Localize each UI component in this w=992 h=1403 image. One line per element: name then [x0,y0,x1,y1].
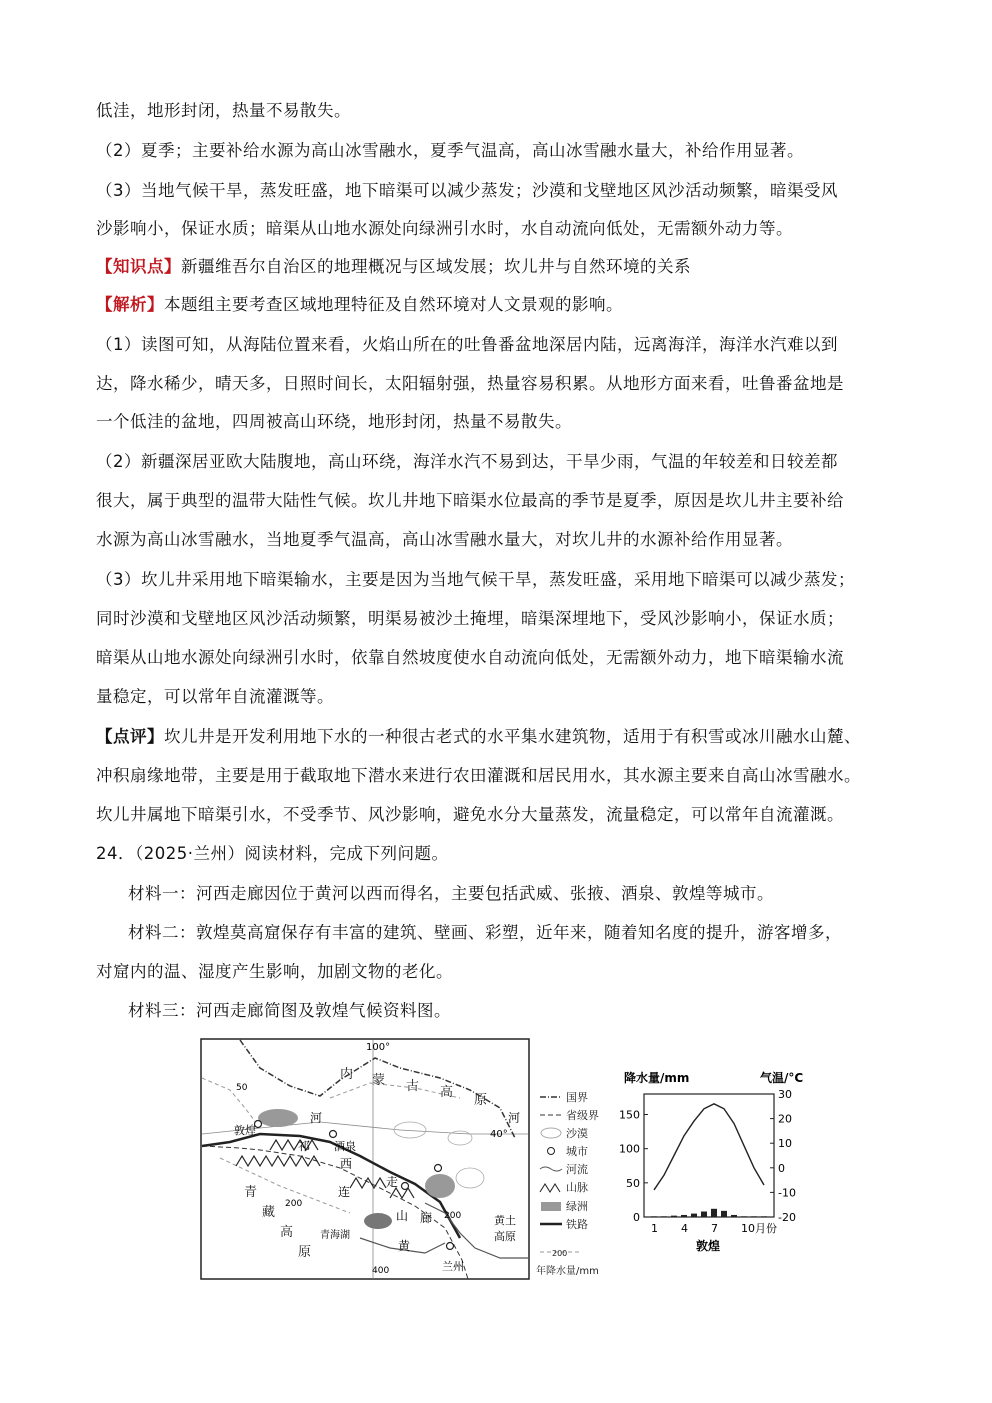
svg-text:原: 原 [474,1093,488,1108]
lanzhou-label: 兰州 [442,1260,464,1273]
x-tick-label: 1 [651,1222,658,1235]
material-2: 材料二：敦煌莫高窟保存有丰富的建筑、壁画、彩塑，近年来，随着知名度的提升，游客增多， [128,923,842,942]
material-2-cont: 对窟内的温、湿度产生影响，加剧文物的老化。 [96,962,453,981]
left-tick-label: 150 [619,1108,640,1122]
right-tick-label: 0 [778,1161,785,1175]
legend-mountain: 山脉 [566,1181,588,1194]
chart-title: 敦煌 [696,1239,721,1253]
left-tick-label: 100 [619,1142,640,1156]
left-axis-label: 降水量/mm [624,1071,690,1085]
svg-text:高: 高 [440,1085,454,1100]
text-line: 同时沙漠和戈壁地区风沙活动频繁，明渠易被沙土掩埋，暗渠深埋地下，受风沙影响小，保证水质； [96,609,844,628]
precipitation-bar [661,1216,667,1217]
precipitation-bar [681,1215,687,1217]
right-tick-label: -10 [778,1186,796,1200]
right-tick-label: 20 [778,1112,792,1126]
svg-text:藏: 藏 [262,1205,276,1220]
isohyet-200b-label: 200 [444,1211,462,1221]
legend-province-border: 省级界 [566,1109,599,1122]
text-line: 冲积扇缘地带，主要是用于截取地下潜水来进行农田灌溉和居民用水，其水源主要来自高山冰雪融水。 [96,766,861,785]
legend-isohyet-label: 年降水量/mm [536,1266,599,1277]
hexi-xi-label: 西 [340,1157,353,1171]
left-tick-label: 50 [626,1176,640,1190]
comment-tag: 【点评】 [96,727,164,746]
text-line: 坎儿井属地下暗渠引水，不受季节、风沙影响，避免水分大量蒸发，流量稳定，可以常年自流灌溉。 [96,805,844,824]
dunhuang-climate-chart [618,1064,828,1260]
precipitation-bar [731,1215,737,1217]
precipitation-bar [691,1214,697,1217]
precipitation-bar [741,1216,747,1217]
qilian-shan-label: 山 [396,1209,409,1223]
precipitation-bar [651,1216,657,1217]
map-legend [536,1091,599,1277]
svg-text:原: 原 [298,1245,312,1260]
x-tick-label: 10月份 [741,1222,777,1235]
analysis-text: 本题组主要考查区域地理特征及自然环境对人文景观的影响。 [164,295,623,314]
material-3: 材料三：河西走廊简图及敦煌气候资料图。 [128,1001,451,1020]
x-tick-label: 7 [711,1222,718,1235]
text-line: （2）夏季；主要补给水源为高山冰雪融水，夏季气温高，高山冰雪融水量大，补给作用显著。 [96,141,804,160]
left-tick-label: 0 [633,1211,640,1224]
hexi-corridor-map [200,1038,620,1282]
legend-railway: 铁路 [566,1218,588,1231]
svg-text:古: 古 [406,1079,420,1094]
plot-frame [644,1094,774,1217]
text-line: （3）当地气候干旱，蒸发旺盛，地下暗渠可以减少蒸发；沙漠和戈壁地区风沙活动频繁，暗渠受风 [96,181,838,200]
analysis-tag: 【解析】 [96,295,164,314]
text-line: 一个低洼的盆地，四周被高山环绕，地形封闭，热量不易散失。 [96,412,572,431]
text-line: （3）坎儿井采用地下暗渠输水，主要是因为当地气候干旱，蒸发旺盛，采用地下暗渠可以减少蒸发； [96,570,855,589]
text-line: 很大，属于典型的温带大陆性气候。坎儿井地下暗渠水位最高的季节是夏季，原因是坎儿井主要补给 [96,491,844,510]
isohyet-400-label: 400 [372,1266,390,1276]
legend-city: 城市 [566,1145,588,1158]
jiuquan-label: 酒泉 [334,1140,356,1153]
isohyet-200-label: 200 [285,1199,303,1209]
right-tick-label: 30 [778,1088,792,1101]
qilian-lian-label: 连 [338,1185,351,1199]
legend-desert: 沙漠 [566,1127,588,1140]
he2-label: 河 [508,1111,521,1125]
precipitation-bar [721,1211,727,1217]
legend-oasis: 绿洲 [566,1200,588,1213]
text-line: 水源为高山冰雪融水，当地夏季气温高，高山冰雪融水量大，对坎儿井的水源补给作用显著。 [96,530,793,549]
legend-national-border: 国界 [566,1091,588,1104]
svg-text:青: 青 [244,1185,258,1200]
hexi-zou-label: 走 [386,1175,399,1189]
text-line: 量稳定，可以常年自流灌溉等。 [96,687,334,706]
knowledge-tag: 【知识点】 [96,257,181,276]
comment-line [96,726,896,748]
text-line: （2）新疆深居亚欧大陆腹地，高山环绕，海洋水汽不易到达，干旱少雨，气温的年较差和日较差都 [96,452,838,471]
text-line: 达，降水稀少，晴天多，日照时间长，太阳辐射强，热量容易积累。从地形方面来看，吐鲁番盆地是 [96,374,844,393]
qinghai-lake [364,1213,392,1229]
right-tick-label: 10 [778,1137,792,1151]
loess-label-2: 高原 [494,1230,516,1243]
dunhuang-label: 敦煌 [234,1124,256,1137]
qinghai-lake-label: 青海湖 [320,1230,350,1241]
text-line: （1）读图可知，从海陆位置来看，火焰山所在的吐鲁番盆地深居内陆，远离海洋，海洋水汽难以到 [96,335,838,354]
knowledge-point-line [96,256,896,278]
material-1: 材料一：河西走廊因位于黄河以西而得名，主要包括武威、张掖、酒泉、敦煌等城市。 [128,884,774,903]
text-line: 低洼，地形封闭，热量不易散失。 [96,101,351,120]
analysis-line [96,294,896,316]
svg-text:蒙: 蒙 [372,1073,386,1088]
legend-river: 河流 [566,1163,588,1176]
precipitation-bar [761,1216,767,1217]
question-heading: 24．（2025·兰州）阅读材料，完成下列问题。 [96,844,449,863]
precipitation-bar [711,1209,717,1217]
text-line: 沙影响小，保证水质；暗渠从山地水源处向绿洲引水时，水自动流向低处，无需额外动力等。 [96,219,793,238]
hexi-lang-label: 廊 [420,1211,433,1225]
precipitation-bar [751,1216,757,1217]
comment-text: 坎儿井是开发利用地下水的一种很古老式的水平集水建筑物，适用于有积雪或冰川融水山麓、 [164,727,861,746]
huang-label: 黄 [398,1239,411,1253]
qilian-qi-label: 祁 [298,1139,311,1153]
meridian-label: 100° [366,1042,391,1053]
precipitation-bar [671,1216,677,1217]
x-tick-label: 4 [681,1222,688,1235]
isohyet-50-label: 50 [236,1083,248,1093]
x-axis-ticks [651,1222,777,1235]
right-axis-label: 气温/°C [760,1071,804,1085]
knowledge-text: 新疆维吾尔自治区的地理概况与区域发展；坎儿井与自然环境的关系 [181,257,691,276]
temperature-line [654,1104,764,1190]
precipitation-bars [651,1209,767,1217]
loess-label-1: 黄土 [494,1214,516,1227]
hexi-he-label: 河 [310,1111,323,1125]
right-tick-label: -20 [778,1211,796,1224]
precipitation-bar [701,1212,707,1217]
text-line: 暗渠从山地水源处向绿洲引水时，依靠自然坡度使水自动流向低处，无需额外动力，地下暗渠输水流 [96,648,844,667]
legend-isohyet-value: 200 [552,1249,568,1258]
svg-text:内: 内 [340,1067,354,1082]
parallel-label: 40° [490,1129,508,1140]
svg-text:高: 高 [280,1225,294,1240]
